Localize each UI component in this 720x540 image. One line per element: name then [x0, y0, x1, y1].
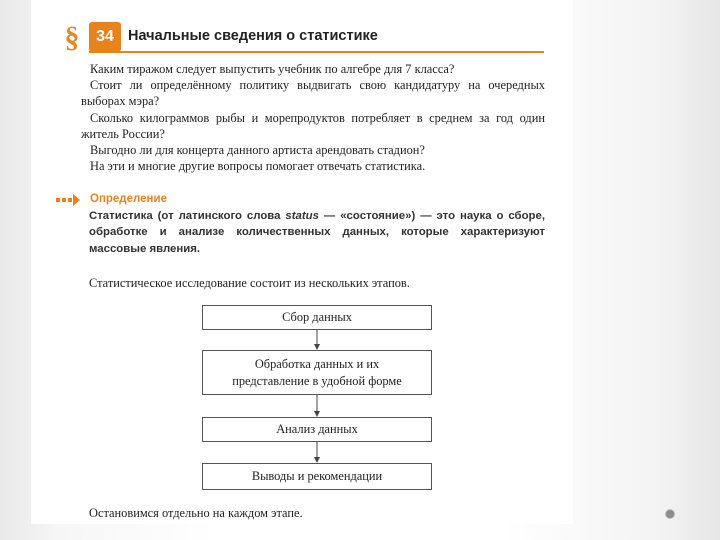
- definition-text: [89, 208, 545, 257]
- definition-arrow-icon: [56, 194, 80, 206]
- flow-step-label: Обработка данных и их: [254, 356, 380, 371]
- intro-paragraph: Каким тиражом следует выпустить учебник по алгебре для 7 класса?: [90, 62, 455, 76]
- section-number-badge: 34: [89, 22, 121, 52]
- section-symbol-icon: §: [64, 21, 80, 54]
- flow-step-label: Сбор данных: [282, 310, 352, 324]
- flow-step-conclusions: [202, 463, 432, 490]
- intro-paragraph: Выгодно ли для концерта данного артиста арендовать стадион?: [90, 143, 425, 158]
- definition-text-part: Статистика (от латинского слова: [89, 210, 286, 222]
- definition-label: Определение: [90, 193, 167, 205]
- title-underline: [89, 51, 544, 53]
- flow-arrow-icon: [312, 442, 322, 463]
- stages-intro: Статистическое исследование состоит из нескольких этапов.: [89, 276, 410, 290]
- definition-text-part: — «состояние») — это наука о сборе, обработке и анализе количественных данных, которые характеризуют массовые явления.: [89, 210, 545, 255]
- flow-step-analyze: [202, 417, 432, 442]
- flow-step-label: Выводы и рекомендации: [251, 469, 383, 483]
- intro-paragraph: Сколько килограммов рыбы и морепродуктов потребляет в среднем за год один житель России?: [81, 110, 545, 141]
- intro-paragraph: Стоит ли определённому политику выдвигать свою кандидатуру на очередных выборах мэра?: [81, 78, 545, 109]
- flow-step-label: Анализ данных: [276, 422, 358, 436]
- flow-step-collect: [202, 305, 432, 330]
- flow-step-label: представление в удобной форме: [232, 373, 402, 388]
- flow-arrow-icon: [312, 330, 322, 350]
- flow-arrow-icon: [312, 395, 322, 417]
- flow-step-process: [202, 350, 432, 395]
- page-title: Начальные сведения о статистике: [128, 28, 378, 44]
- intro-questions: [81, 61, 545, 174]
- definition-latin-term: status: [285, 210, 319, 222]
- slide-dot-icon: [666, 510, 674, 518]
- closing-sentence: Остановимся отдельно на каждом этапе.: [89, 506, 303, 520]
- intro-paragraph: На эти и многие другие вопросы помогает отвечать статистика.: [90, 159, 426, 174]
